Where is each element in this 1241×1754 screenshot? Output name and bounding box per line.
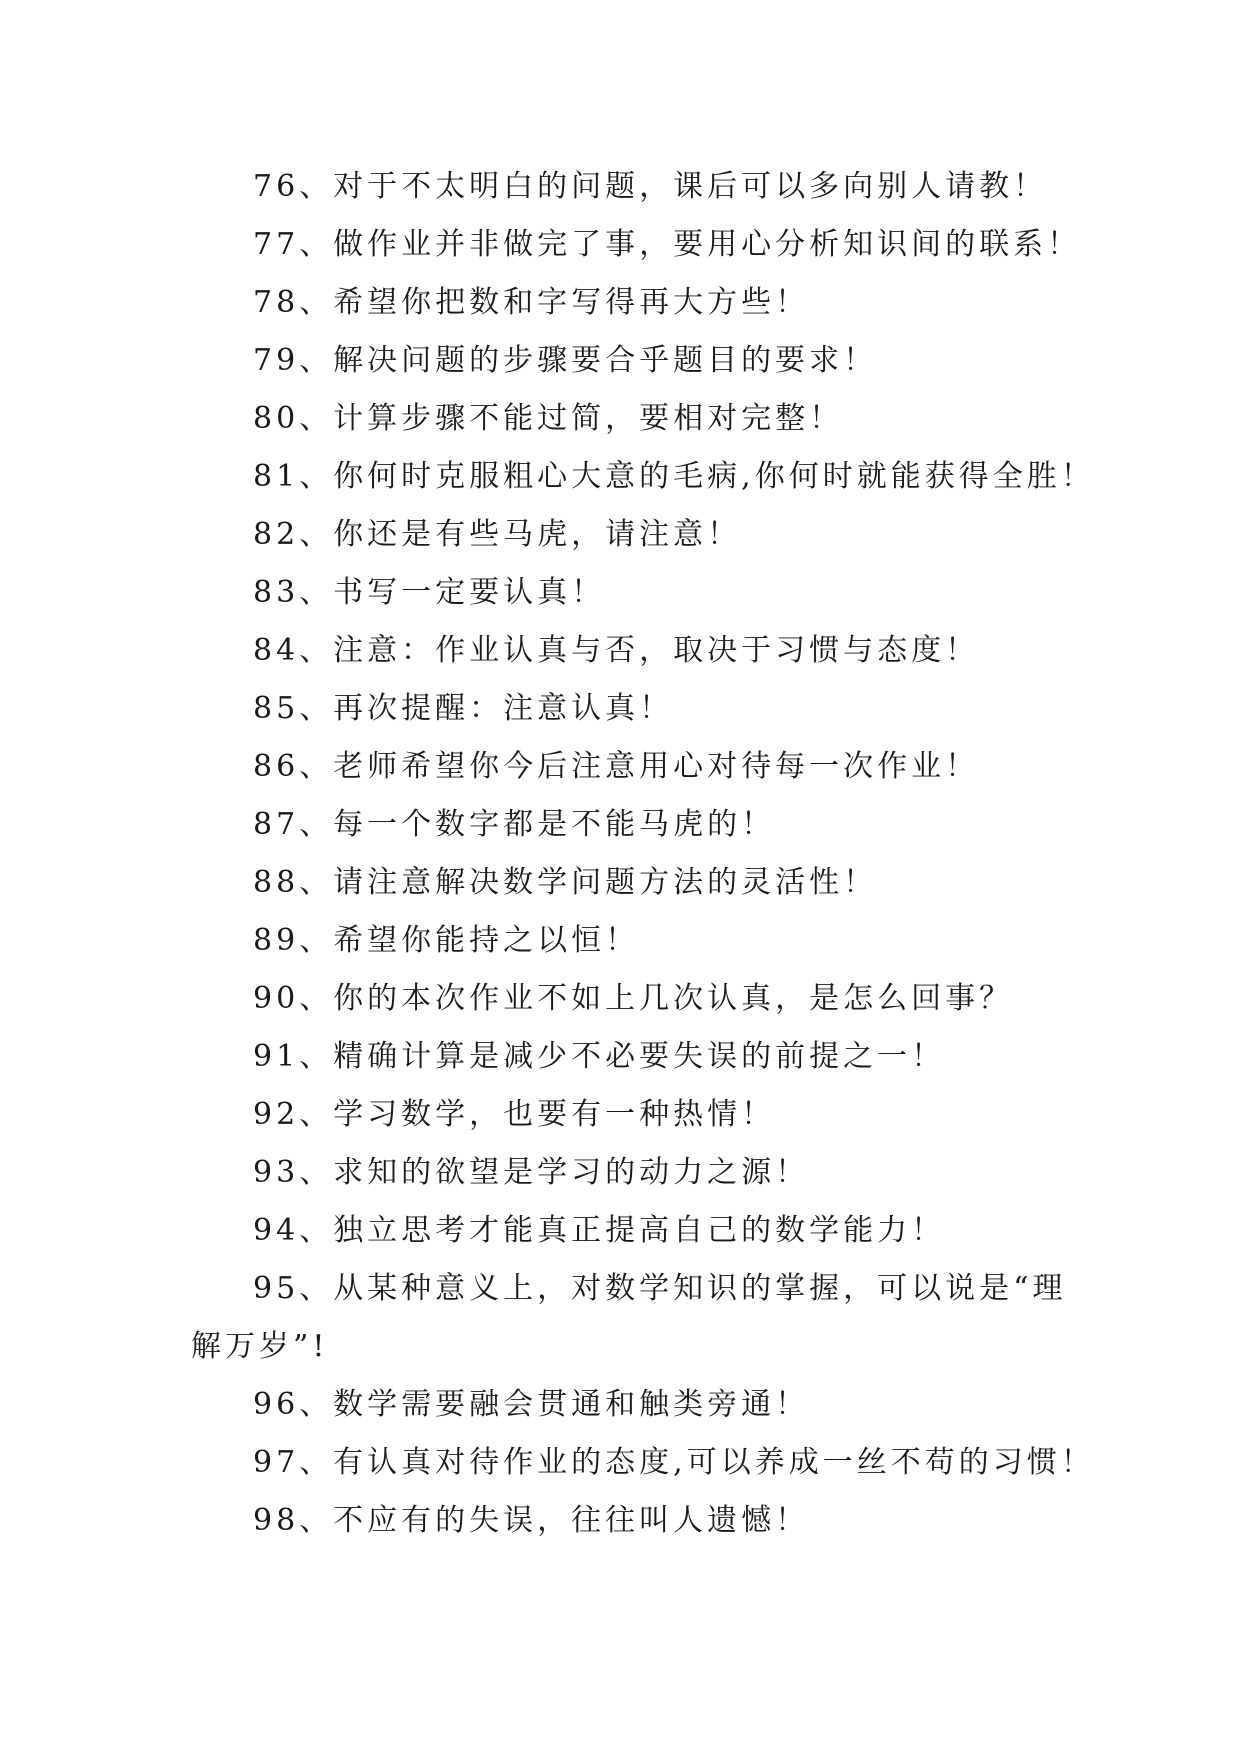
list-item-89: 89、希望你能持之以恒！ (253, 923, 640, 958)
list-item-87: 87、每一个数字都是不能马虎的！ (253, 807, 776, 842)
list-item-86: 86、老师希望你今后注意用心对待每一次作业！ (253, 749, 980, 784)
list-item-88: 88、请注意解决数学问题方法的灵活性！ (253, 865, 878, 900)
list-item-92: 92、学习数学，也要有一种热情！ (253, 1097, 776, 1132)
list-item-95: 95、从某种意义上，对数学知识的掌握，可以说是“理 (253, 1271, 1067, 1306)
list-item-93: 93、求知的欲望是学习的动力之源！ (253, 1155, 810, 1190)
list-item-96: 96、数学需要融会贯通和触类旁通！ (253, 1387, 810, 1422)
list-item-77: 77、做作业并非做完了事，要用心分析知识间的联系！ (253, 227, 1082, 262)
list-item-83: 83、书写一定要认真！ (253, 575, 606, 610)
list-item-79: 79、解决问题的步骤要合乎题目的要求！ (253, 343, 878, 378)
list-item-94: 94、独立思考才能真正提高自己的数学能力！ (253, 1213, 946, 1248)
list-item-76: 76、对于不太明白的问题，课后可以多向别人请教！ (253, 169, 1048, 204)
list-item-84: 84、注意：作业认真与否，取决于习惯与态度！ (253, 633, 980, 668)
list-item-97: 97、有认真对待作业的态度,可以养成一丝不苟的习惯！ (253, 1445, 1095, 1480)
list-item-85: 85、再次提醒：注意认真！ (253, 691, 674, 726)
list-item-80: 80、计算步骤不能过简，要相对完整！ (253, 401, 844, 436)
list-item-95-continuation: 解万岁”! (191, 1329, 329, 1364)
document-body (191, 158, 1095, 1550)
list-item-78: 78、希望你把数和字写得再大方些！ (253, 285, 810, 320)
list-item-91: 91、精确计算是减少不必要失误的前提之一！ (253, 1039, 946, 1074)
list-item-98: 98、不应有的失误，往往叫人遗憾！ (253, 1503, 810, 1538)
list-item-81: 81、你何时克服粗心大意的毛病,你何时就能获得全胜！ (253, 459, 1095, 494)
list-item-90: 90、你的本次作业不如上几次认真，是怎么回事？ (253, 981, 1014, 1016)
list-item-82: 82、你还是有些马虎，请注意！ (253, 517, 742, 552)
